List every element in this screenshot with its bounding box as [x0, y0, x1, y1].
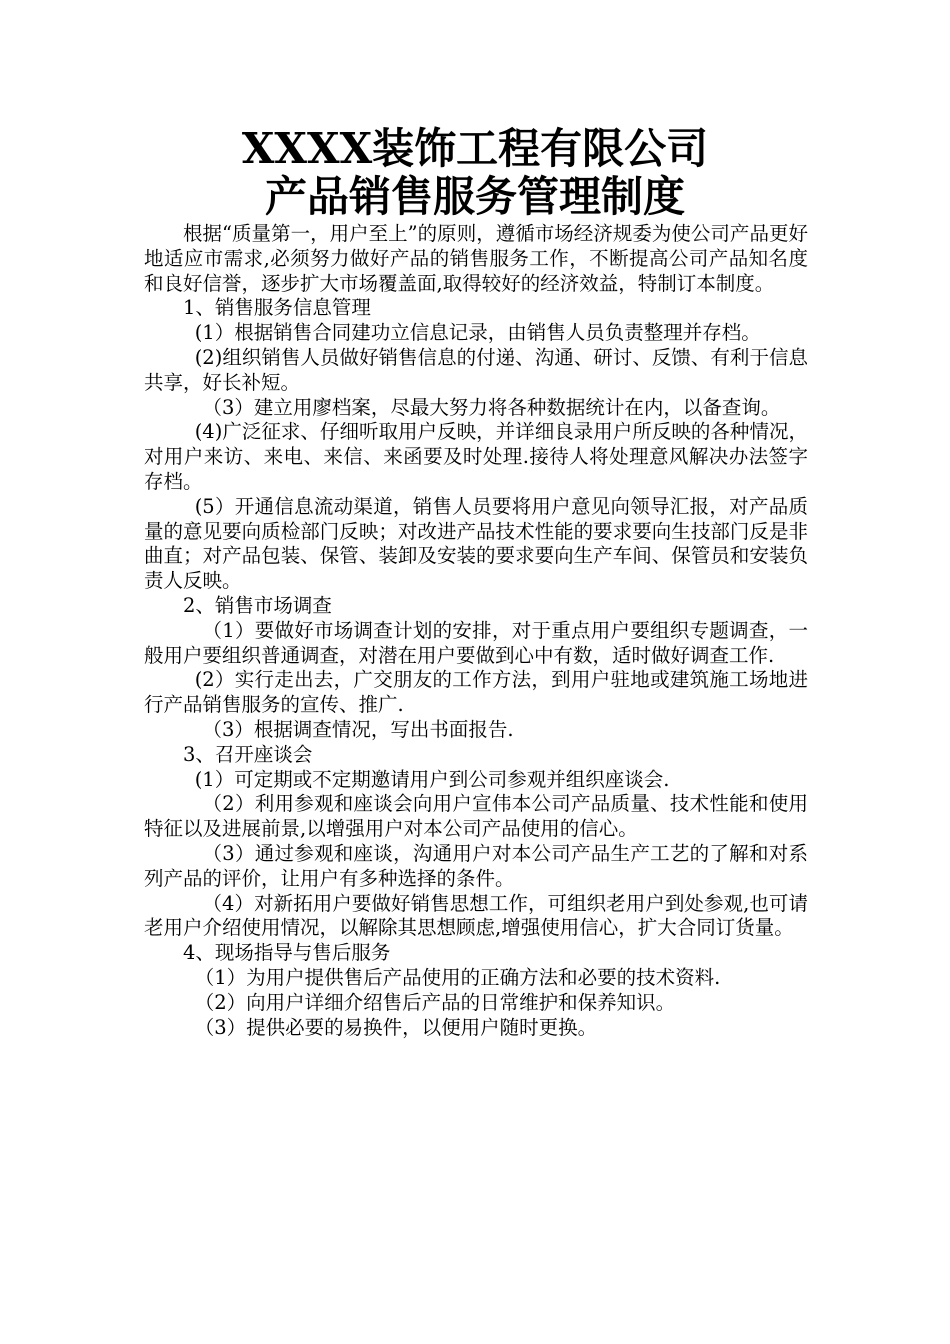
section-1-item-2: (2)组织销售人员做好销售信息的付递、沟通、研讨、反馈、有利于信息共享，好长补短。 [144, 345, 808, 394]
section-2-item-3: （3）根据调查情况，写出书面报告. [202, 717, 514, 741]
intro-paragraph: 根据“质量第一，用户至上”的原则，遵循市场经济规委为使公司产品更好地适应市需求,必须努力做好产品的销售服务工作，不断提高公司产品知名度和良好信誉，逐步扩大市场覆盖面,取得较好的经济效益，特制订本制度。 [144, 222, 808, 295]
company-title: XXXX装饰工程有限公司 [241, 124, 709, 173]
section-4-item-1: （1）为用户提供售后产品使用的正确方法和必要的技术资料. [194, 965, 721, 989]
section-3-item-3: （3）通过参观和座谈，沟通用户对本公司产品生产工艺的了解和对系列产品的评价，让用户有多种选择的条件。 [144, 841, 808, 890]
section-heading-3: 3、召开座谈会 [183, 742, 313, 766]
section-heading-4: 4、现场指导与售后服务 [183, 941, 391, 965]
section-3-item-4: （4）对新拓用户要做好销售思想工作，可组织老用户到处参观,也可请老用户介绍使用情况，以解除其思想顾虑,增强使用信心，扩大合同订货量。 [144, 891, 808, 940]
section-heading-2: 2、销售市场调查 [183, 593, 332, 617]
section-1-item-5: (5）开通信息流动渠道，销售人员要将用户意见向领导汇报，对产品质量的意见要向质检部门反映；对改进产品技术性能的要求要向生技部门反是非曲直；对产品包装、保管、装卸及安装的要求要向生产车间、保管员和安装负责人反映。 [144, 494, 808, 593]
section-3-item-1: (1）可定期或不定期邀请用户到公司参观并组织座谈会. [194, 767, 670, 791]
section-2-item-1: （1）要做好市场调查计划的安排，对于重点用户要组织专题调查，一般用户要组织普通调查，对潜在用户要做到心中有数，适时做好调查工作. [144, 618, 808, 667]
section-2-item-2: (2）实行走出去，广交朋友的工作方法，到用户驻地或建筑施工场地进行产品销售服务的宣传、推广. [144, 668, 808, 717]
section-1-item-3: （3）建立用廖档案，尽最大努力将各种数据统计在内，以备查询。 [202, 395, 781, 419]
section-1-item-1: (1）根据销售合同建功立信息记录，由销售人员负责整理并存档。 [194, 321, 761, 345]
section-1-item-4: (4)广泛征求、仔细听取用户反映，并详细良录用户所反映的各种情况，对用户来访、来电、来信、来函要及时处理.接待人将处理意风解决办法签字存档。 [144, 420, 808, 493]
section-4-item-2: （2）向用户详细介绍售后产品的日常维护和保养知识。 [194, 990, 676, 1014]
document-title: 产品销售服务管理制度 [264, 172, 685, 221]
section-3-item-2: （2）利用参观和座谈会向用户宣伟本公司产品质量、技术性能和使用特征以及进展前景,以增强用户对本公司产品使用的信心。 [144, 792, 808, 841]
section-heading-1: 1、销售服务信息管理 [183, 296, 371, 320]
document-body [144, 222, 808, 1040]
section-4-item-3: （3）提供必要的易换件，以便用户随时更换。 [194, 1015, 598, 1039]
